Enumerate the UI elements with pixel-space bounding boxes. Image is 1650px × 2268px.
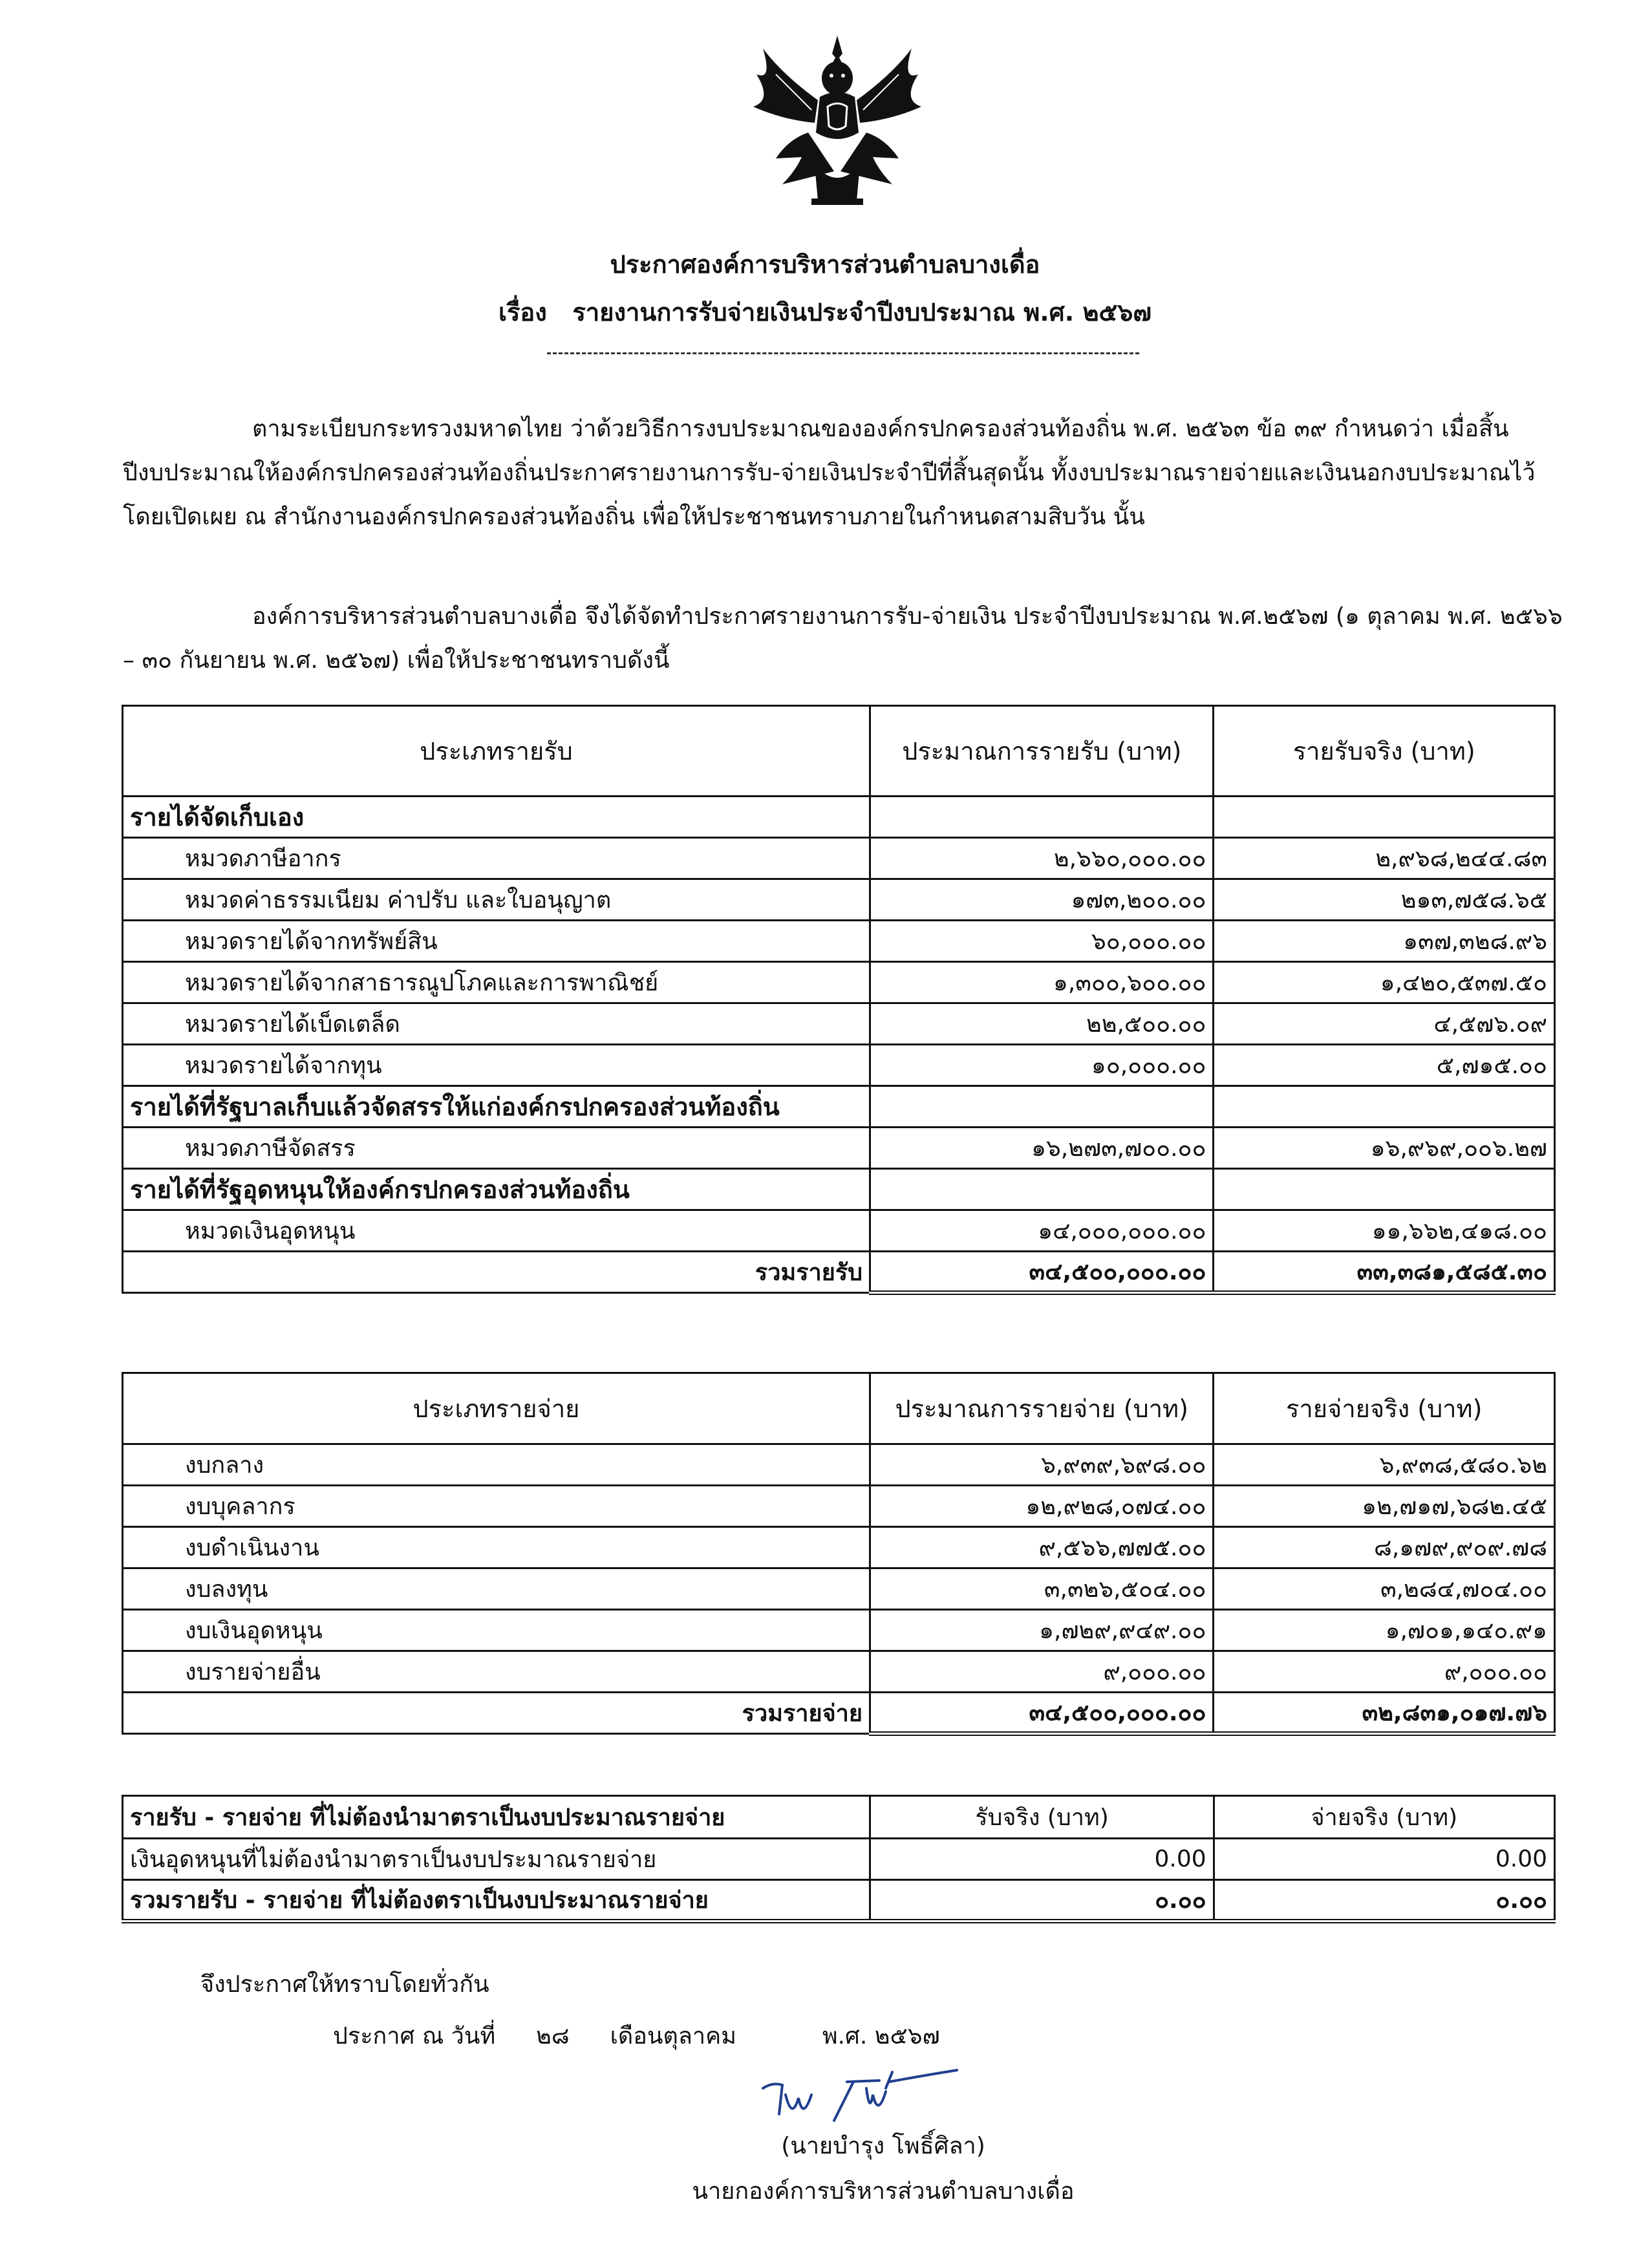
row-estimate: ๖,๙๓๙,๖๙๘.๐๐ — [870, 1444, 1213, 1486]
table-row — [123, 962, 1555, 1003]
signer-position: นายกองค์การบริหารส่วนตำบลบางเดื่อ — [692, 2178, 1075, 2205]
table-header-row — [123, 1796, 1555, 1839]
table-row — [123, 1045, 1555, 1086]
section-label: รายได้ที่รัฐบาลเก็บแล้วจัดสรรให้แก่องค์กรปกครองส่วนท้องถิ่น — [123, 1086, 870, 1128]
row-actual: ๔,๕๗๖.๐๙ — [1214, 1003, 1555, 1045]
signer-name: (นายบำรุง โพธิ์ศิลา) — [781, 2133, 985, 2159]
row-label: งบดำเนินงาน — [123, 1527, 870, 1568]
row-label: หมวดรายได้จากทรัพย์สิน — [123, 921, 870, 962]
total-received: ๐.๐๐ — [870, 1880, 1214, 1921]
closing-statement: จึงประกาศให้ทราบโดยทั่วกัน — [200, 1971, 489, 1998]
date-label: ประกาศ ณ วันที่ — [333, 2023, 496, 2049]
row-actual: ๑๖,๙๖๙,๐๐๖.๒๗ — [1214, 1128, 1555, 1169]
subject-label: เรื่อง — [498, 298, 547, 326]
row-actual: ๒,๙๖๘,๒๔๔.๘๓ — [1214, 838, 1555, 879]
table-header-row — [123, 706, 1555, 797]
row-actual: ๘,๑๗๙,๙๐๙.๗๘ — [1214, 1527, 1555, 1568]
table-row — [123, 1527, 1555, 1568]
row-label: หมวดภาษีอากร — [123, 838, 870, 879]
row-label: งบรายจ่ายอื่น — [123, 1651, 870, 1693]
row-estimate: ๑๒,๙๒๘,๐๗๔.๐๐ — [870, 1486, 1213, 1527]
total-row — [123, 1252, 1555, 1293]
row-estimate: ๑๗๓,๒๐๐.๐๐ — [870, 879, 1214, 921]
row-actual: ๑,๗๐๑,๑๔๐.๙๑ — [1214, 1610, 1555, 1651]
header-income-type: ประเภทรายรับ — [123, 706, 870, 797]
total-actual: ๓๓,๓๘๑,๕๘๕.๓๐ — [1214, 1252, 1555, 1293]
row-label: หมวดรายได้จากสาธารณูปโภคและการพาณิชย์ — [123, 962, 870, 1003]
row-received: 0.00 — [870, 1839, 1214, 1880]
row-estimate: ๙,๐๐๐.๐๐ — [870, 1651, 1213, 1693]
row-estimate: ๖๐,๐๐๐.๐๐ — [870, 921, 1214, 962]
row-label: หมวดค่าธรรมเนียม ค่าปรับ และใบอนุญาต — [123, 879, 870, 921]
subject-text: รายงานการรับจ่ายเงินประจำปีงบประมาณ พ.ศ. ๒๕๖๗ — [572, 298, 1152, 326]
table-row — [123, 838, 1555, 879]
table-row — [123, 879, 1555, 921]
header-expense-estimate: ประมาณการรายจ่าย (บาท) — [870, 1373, 1213, 1444]
row-estimate: ๑,๓๐๐,๖๐๐.๐๐ — [870, 962, 1214, 1003]
off-budget-table — [122, 1795, 1556, 1923]
signature — [756, 2062, 963, 2134]
row-actual: ๖,๙๓๘,๕๘๐.๖๒ — [1214, 1444, 1555, 1486]
row-estimate: ๑,๗๒๙,๙๔๙.๐๐ — [870, 1610, 1213, 1651]
row-actual: ๑๑,๖๖๒,๔๑๘.๐๐ — [1214, 1210, 1555, 1252]
row-label: งบลงทุน — [123, 1568, 870, 1610]
header-received: รับจริง (บาท) — [870, 1796, 1214, 1839]
section-row — [123, 1086, 1555, 1128]
total-actual: ๓๒,๘๓๑,๐๑๗.๗๖ — [1214, 1693, 1555, 1734]
table-row — [123, 1486, 1555, 1527]
table-row — [123, 1444, 1555, 1486]
row-actual: ๙,๐๐๐.๐๐ — [1214, 1651, 1555, 1693]
total-label: รวมรายจ่าย — [123, 1693, 870, 1734]
section-row — [123, 1169, 1555, 1210]
row-actual: ๑๒,๗๑๗,๖๘๒.๔๕ — [1214, 1486, 1555, 1527]
header-income-estimate: ประมาณการรายรับ (บาท) — [870, 706, 1214, 797]
header-income-actual: รายรับจริง (บาท) — [1214, 706, 1555, 797]
row-actual: ๑,๔๒๐,๕๓๗.๕๐ — [1214, 962, 1555, 1003]
date-day: ๒๘ — [536, 2023, 570, 2049]
table-row — [123, 1651, 1555, 1693]
row-estimate: ๒๒,๕๐๐.๐๐ — [870, 1003, 1214, 1045]
row-actual: ๑๓๗,๓๒๘.๙๖ — [1214, 921, 1555, 962]
table-row — [123, 1610, 1555, 1651]
table-row — [123, 1003, 1555, 1045]
total-estimate: ๓๔,๕๐๐,๐๐๐.๐๐ — [870, 1252, 1214, 1293]
announcement-date — [333, 2017, 940, 2054]
row-label: หมวดรายได้จากทุน — [123, 1045, 870, 1086]
section-label: รายได้จัดเก็บเอง — [123, 797, 870, 838]
table-row — [123, 1568, 1555, 1610]
total-label: รวมรายรับ — [123, 1252, 870, 1293]
total-row — [123, 1880, 1555, 1921]
section-label: รายได้ที่รัฐอุดหนุนให้องค์กรปกครองส่วนท้องถิ่น — [123, 1169, 870, 1210]
row-paid: 0.00 — [1214, 1839, 1554, 1880]
date-month: เดือนตุลาคม — [610, 2023, 736, 2049]
row-estimate: ๑๐,๐๐๐.๐๐ — [870, 1045, 1214, 1086]
row-label: งบบุคลากร — [123, 1486, 870, 1527]
paragraph-regulation: ตามระเบียบกระทรวงมหาดไทย ว่าด้วยวิธีการงบประมาณขององค์กรปกครองส่วนท้องถิ่น พ.ศ. ๒๕๖๓ ข้อ ๓๙ กำหนดว่า เมื่อสิ้นปีงบประมาณให้องค์กรปกครองส่วนท้องถิ่นประกาศรายงานการรับ-จ่ายเงินประจำปีที่สิ้นสุดนั้น ทั้งงบประมาณรายจ่ายและเงินนอกงบประมาณไว้โดยเปิดเผย ณ สำนักงานองค์กรปกครองส่วนท้องถิ่น เพื่อให้ประชาชนทราบภายในกำหนดสามสิบวัน นั้น — [123, 416, 1536, 530]
paragraph-intro: องค์การบริหารส่วนตำบลบางเดื่อ จึงได้จัดทำประกาศรายงานการรับ-จ่ายเงิน ประจำปีงบประมาณ พ.ศ.๒๕๖๗ (๑ ตุลาคม พ.ศ. ๒๕๖๖ – ๓๐ กันยายน พ.ศ. ๒๕๖๗) เพื่อให้ประชาชนทราบดังนี้ — [123, 603, 1563, 674]
row-label: หมวดรายได้เบ็ดเตล็ด — [123, 1003, 870, 1045]
row-estimate: ๑๖,๒๗๓,๗๐๐.๐๐ — [870, 1128, 1214, 1169]
garuda-emblem-icon — [737, 36, 938, 210]
row-actual: ๒๑๓,๗๕๘.๖๕ — [1214, 879, 1555, 921]
income-table — [122, 705, 1556, 1295]
expense-table — [122, 1372, 1556, 1736]
total-row — [123, 1693, 1555, 1734]
row-estimate: ๑๔,๐๐๐,๐๐๐.๐๐ — [870, 1210, 1214, 1252]
header-paid: จ่ายจริง (บาท) — [1214, 1796, 1554, 1839]
table-row — [123, 1128, 1555, 1169]
announcement-subject — [0, 292, 1650, 332]
table-header-row — [123, 1373, 1555, 1444]
date-year: พ.ศ. ๒๕๖๗ — [822, 2023, 940, 2049]
total-paid: ๐.๐๐ — [1214, 1880, 1554, 1921]
section-row — [123, 797, 1555, 838]
row-label: งบกลาง — [123, 1444, 870, 1486]
header-expense-type: ประเภทรายจ่าย — [123, 1373, 870, 1444]
total-estimate: ๓๔,๕๐๐,๐๐๐.๐๐ — [870, 1693, 1213, 1734]
row-label: งบเงินอุดหนุน — [123, 1610, 870, 1651]
announcement-title: ประกาศองค์การบริหารส่วนตำบลบางเดื่อ — [610, 250, 1040, 279]
table-row — [123, 921, 1555, 962]
table-row — [123, 1210, 1555, 1252]
row-label: เงินอุดหนุนที่ไม่ต้องนำมาตราเป็นงบประมาณรายจ่าย — [123, 1839, 870, 1880]
row-actual: ๓,๒๘๔,๗๐๔.๐๐ — [1214, 1568, 1555, 1610]
table-row — [123, 1839, 1555, 1880]
total-label: รวมรายรับ - รายจ่าย ที่ไม่ต้องตราเป็นงบประมาณรายจ่าย — [123, 1880, 870, 1921]
row-estimate: ๙,๕๖๖,๗๗๕.๐๐ — [870, 1527, 1213, 1568]
row-estimate: ๓,๓๒๖,๕๐๔.๐๐ — [870, 1568, 1213, 1610]
title-divider — [547, 352, 1139, 354]
row-label: หมวดภาษีจัดสรร — [123, 1128, 870, 1169]
header-expense-actual: รายจ่ายจริง (บาท) — [1214, 1373, 1555, 1444]
row-estimate: ๒,๖๖๐,๐๐๐.๐๐ — [870, 838, 1214, 879]
header-off-budget-type: รายรับ - รายจ่าย ที่ไม่ต้องนำมาตราเป็นงบประมาณรายจ่าย — [123, 1796, 870, 1839]
row-label: หมวดเงินอุดหนุน — [123, 1210, 870, 1252]
row-actual: ๕,๗๑๕.๐๐ — [1214, 1045, 1555, 1086]
